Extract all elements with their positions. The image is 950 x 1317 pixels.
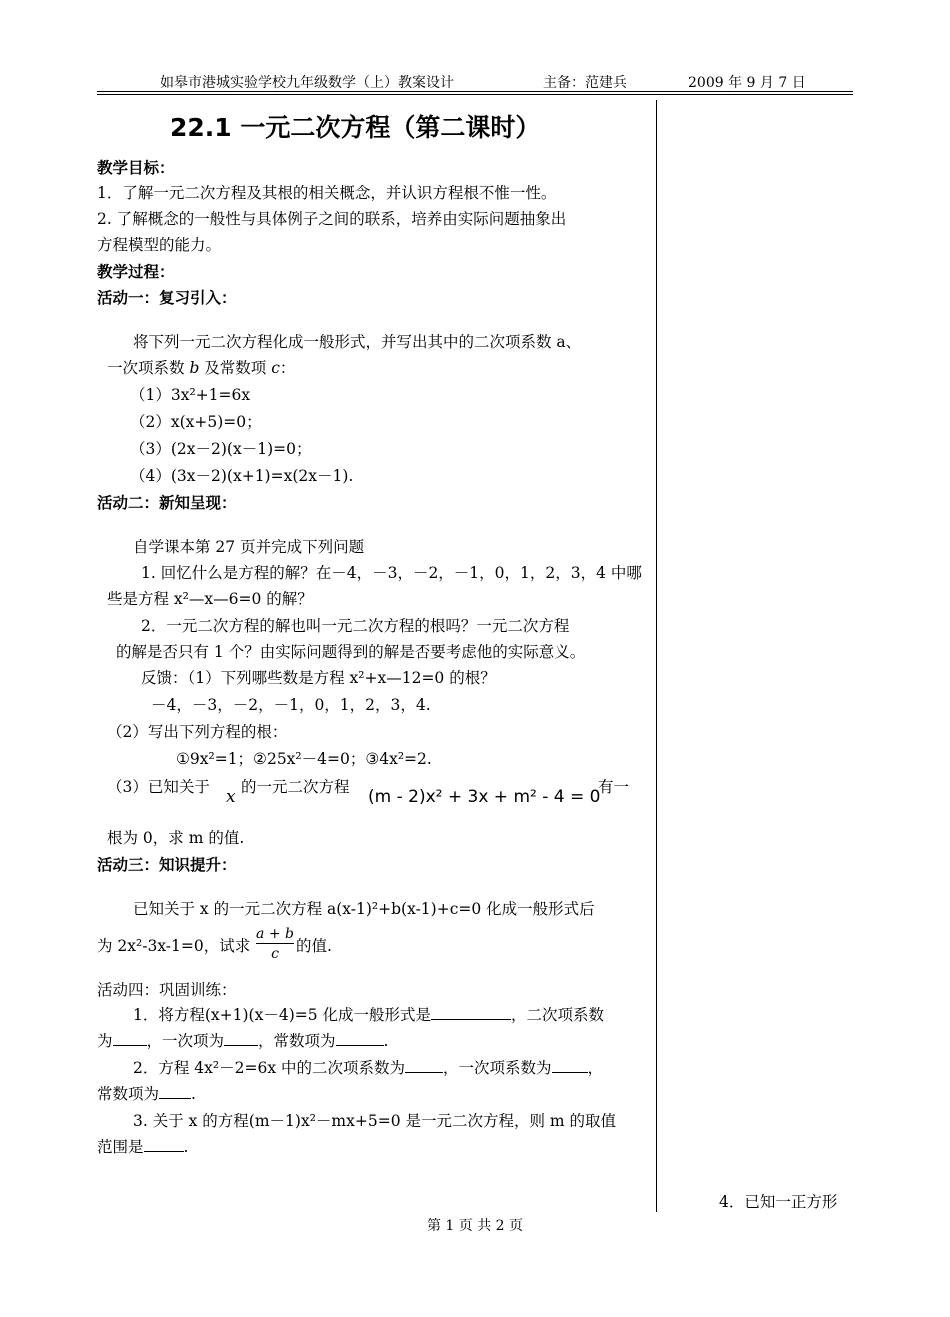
- activity1-eq2: （2）x(x+5)=0；: [130, 413, 262, 431]
- activity1-eq3: （3）(2x－2)(x－1)=0；: [130, 440, 312, 458]
- q3-text-a: 范围是: [97, 1138, 144, 1156]
- q3-text-end: .: [183, 1138, 189, 1156]
- objective-2-line2: 方程模型的能力。: [97, 236, 222, 254]
- activity4-q1-line1: [133, 1005, 604, 1025]
- feedback-3-line2: 根为 0，求 m 的值.: [107, 829, 245, 847]
- intro-text-a: 一次项系数: [107, 359, 190, 377]
- activity2-self-study: 自学课本第 27 页并完成下列问题: [133, 538, 365, 556]
- activity3-line1: 已知关于 x 的一元二次方程 a(x-1)²+b(x-1)+c=0 化成一般形式后: [133, 900, 595, 918]
- activity2-q2-line2: 的解是否只有 1 个？由实际问题得到的解是否要考虑他的实际意义。: [116, 643, 586, 661]
- fraction-denominator: c: [271, 946, 279, 962]
- feedback-1: 反馈：（1）下列哪些数是方程 x²+x—12=0 的根？: [141, 669, 496, 687]
- q1-blank-quadratic-coef[interactable]: [113, 1031, 147, 1046]
- objectives-heading: 教学目标：: [97, 159, 175, 177]
- q2-text-constant: 常数项为: [97, 1085, 160, 1103]
- activity4-q2-line2: [97, 1084, 196, 1104]
- header-rule-thick: [97, 91, 853, 92]
- q2-text-c: ，: [587, 1059, 604, 1077]
- fraction-numerator: a + b: [256, 926, 294, 942]
- intro-text-e: ：: [279, 359, 296, 377]
- q1-text-end: .: [383, 1032, 389, 1050]
- feedback-3-equation: (m - 2)x² + 3x + m² - 4 = 0: [368, 787, 601, 807]
- activity3-line2-b: 的值.: [296, 937, 332, 955]
- activity4-q2-line1: [133, 1058, 603, 1078]
- activity1-intro-line2: [107, 358, 295, 378]
- q2-blank-constant[interactable]: [159, 1084, 191, 1099]
- header-date: 2009 年 9 月 7 日: [688, 75, 806, 91]
- q1-text-linear: ，一次项为: [146, 1032, 225, 1050]
- activity2-q1-line2: 些是方程 x²—x—6=0 的解？: [107, 590, 313, 608]
- activity4-q3-line2: [97, 1137, 188, 1157]
- activity2-heading: 活动二：新知呈现：: [97, 494, 237, 512]
- activity1-heading: 活动一：复习引入：: [97, 289, 237, 307]
- q2-text-a: 2．方程 4x²－2=6x 中的二次项系数为: [133, 1059, 405, 1077]
- activity1-eq1: （1）3x²+1=6x: [130, 386, 251, 404]
- activity3-heading: 活动三：知识提升：: [97, 856, 237, 874]
- header-author: 主备：范建兵: [543, 75, 627, 91]
- activity1-eq4: （4）(3x－2)(x+1)=x(2x－1).: [130, 467, 354, 485]
- q2-text-end: .: [191, 1085, 196, 1103]
- feedback-3-c: 有一: [598, 778, 630, 796]
- q1-blank-constant[interactable]: [336, 1031, 384, 1046]
- activity2-q1-line1: 1. 回忆什么是方程的解？在－4，－3，－2，－1，0，1，2，3，4 中哪: [141, 564, 642, 582]
- fraction-a-plus-b-over-c: [256, 925, 294, 964]
- q2-text-b: ，一次项系数为: [443, 1059, 552, 1077]
- feedback-2: （2）写出下列方程的根：: [107, 723, 288, 741]
- feedback-1-numbers: －4，－3，－2，－1，0，1，2，3，4.: [151, 696, 431, 714]
- process-heading: 教学过程：: [97, 263, 175, 281]
- feedback-3-var-x: x: [226, 787, 236, 807]
- activity4-q3-line1: 3. 关于 x 的方程(m－1)x²－mx+5=0 是一元二次方程，则 m 的取值: [133, 1112, 617, 1130]
- column-divider: [656, 100, 657, 1212]
- q2-blank-quadratic-coef[interactable]: [405, 1058, 443, 1073]
- feedback-3-a: （3）已知关于: [107, 778, 210, 796]
- var-c: c: [271, 359, 280, 377]
- q2-blank-linear-coef[interactable]: [552, 1058, 588, 1073]
- activity1-intro-line1: 将下列一元二次方程化成一般形式，并写出其中的二次项系数 a、: [133, 333, 582, 351]
- page-title: 22.1 一元二次方程（第二课时）: [170, 113, 541, 142]
- intro-text-c: 及常数项: [199, 359, 272, 377]
- q1-text-a: 1．将方程(x+1)(x－4)=5 化成一般形式是: [133, 1006, 432, 1024]
- q1-blank-linear-term[interactable]: [224, 1031, 258, 1046]
- feedback-2-equations: ①9x²=1；②25x²－4=0；③4x²=2.: [176, 750, 432, 768]
- q3-blank-range[interactable]: [144, 1137, 184, 1152]
- right-column-note: 4．已知一正方形: [719, 1193, 838, 1211]
- q1-text-constant: ，常数项为: [258, 1032, 336, 1050]
- activity3-line2-a: 为 2x²-3x-1=0，试求: [97, 937, 251, 955]
- page-footer: 第 1 页 共 2 页: [426, 1218, 524, 1234]
- q1-blank-general-form[interactable]: [431, 1005, 511, 1020]
- objective-1: 1．了解一元二次方程及其根的相关概念，并认识方程根不惟一性。: [97, 184, 557, 202]
- q1-text-b: ，二次项系数: [511, 1006, 605, 1024]
- q1-text-for: 为: [97, 1032, 113, 1050]
- objective-2-line1: 2. 了解概念的一般性与具体例子之间的联系，培养由实际问题抽象出: [97, 210, 567, 228]
- header-school: 如皋市港城实验学校九年级数学（上）教案设计: [160, 75, 454, 91]
- activity2-q2-line1: 2．一元二次方程的解也叫一元二次方程的根吗？一元二次方程: [141, 617, 570, 635]
- header-rule-thin: [97, 94, 853, 95]
- activity4-q1-line2: [97, 1031, 388, 1051]
- feedback-3-b: 的一元二次方程: [241, 778, 350, 796]
- activity4-heading: 活动四：巩固训练：: [97, 981, 237, 999]
- var-b: b: [189, 359, 200, 377]
